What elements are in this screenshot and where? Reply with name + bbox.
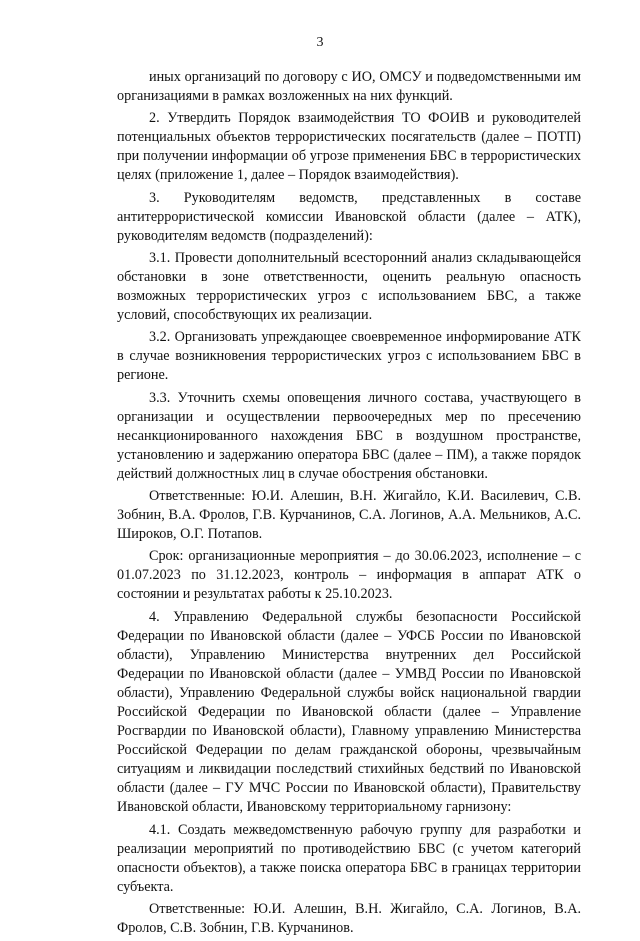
page-number: 3 xyxy=(316,35,324,50)
paragraph-item-4-1: 4.1. Создать межведомственную рабочую группу для разработки и реализации мероприятий по противодействию БВС (с учетом категорий опасности объектов), а также поиска оператора БВС в границах территории субъекта. xyxy=(117,821,581,895)
paragraph-item-3-1: 3.1. Провести дополнительный всесторонний анализ складывающейся обстановки в зоне ответственности, оценить реальную опасность возможных террористических угроз с использованием БВС, а также условий, способствующих их реализации. xyxy=(117,249,581,324)
paragraph-item-3-2: 3.2. Организовать упреждающее своевременное информирование АТК в случае возникновения террористических угроз с использованием БВС в регионе. xyxy=(117,329,581,384)
deadline-3: Срок: организационные мероприятия – до 30.06.2023, исполнение – с 01.07.2023 по 31.12.2023, контроль – информация в аппарат АТК о состоянии и результатах работы к 25.10.2023. xyxy=(117,548,581,603)
paragraph-item-3: 3. Руководителям ведомств, представленных в составе антитеррористической комиссии Ивановской области (далее – АТК), руководителям ведомств (подразделений): xyxy=(117,189,581,244)
paragraph-item-2: 2. Утвердить Порядок взаимодействия ТО ФОИВ и руководителей потенциальных объектов террористических посягательств (далее – ПОТП) при получении информации об угрозе применения БВС в террористических целях (приложение 1, далее – Порядок взаимодействия). xyxy=(117,110,581,184)
responsible-persons-4-1: Ответственные: Ю.И. Алешин, В.Н. Жигайло, С.А. Логинов, В.А. Фролов, С.В. Зобнин, Г.В. Курчанинов. xyxy=(117,900,581,937)
document-body xyxy=(117,68,581,941)
paragraph-item-3-3: 3.3. Уточнить схемы оповещения личного состава, участвующего в организации и осуществлении первоочередных мер по пресечению несанкционированного нахождения БВС в воздушном пространстве, установлению и задержанию оператора БВС (далее – ПМ), а также порядок действий должностных лиц в случае обострения обстановки. xyxy=(117,389,581,482)
paragraph-continuation: иных организаций по договору с ИО, ОМСУ и подведомственными им организациями в рамках возложенных на них функций. xyxy=(117,69,581,105)
responsible-persons-3: Ответственные: Ю.И. Алешин, В.Н. Жигайло, К.И. Василевич, С.В. Зобнин, В.А. Фролов, Г.В. Курчанинов, С.А. Логинов, А.А. Мельников, А.С. Широков, О.Г. Потапов. xyxy=(117,487,581,543)
paragraph-item-4: 4. Управлению Федеральной службы безопасности Российской Федерации по Ивановской области (далее – УФСБ России по Ивановской области), Управлению Министерства внутренних дел Российской Федерации по Ивановской области (далее – УМВД России по Ивановской области), Управлению Федеральной службы войск национальной гвардии Российской Федерации по Ивановской области (далее – Управление Росгвардии по Ивановской области), Главному управлению Министерства Российской Федерации по делам гражданской обороны, чрезвычайным ситуациям и ликвидации последствий стихийных бедствий по Ивановской области (далее – ГУ МЧС России по Ивановской области), Правительству Ивановской области, Ивановскому территориальному гарнизону: xyxy=(117,608,581,816)
